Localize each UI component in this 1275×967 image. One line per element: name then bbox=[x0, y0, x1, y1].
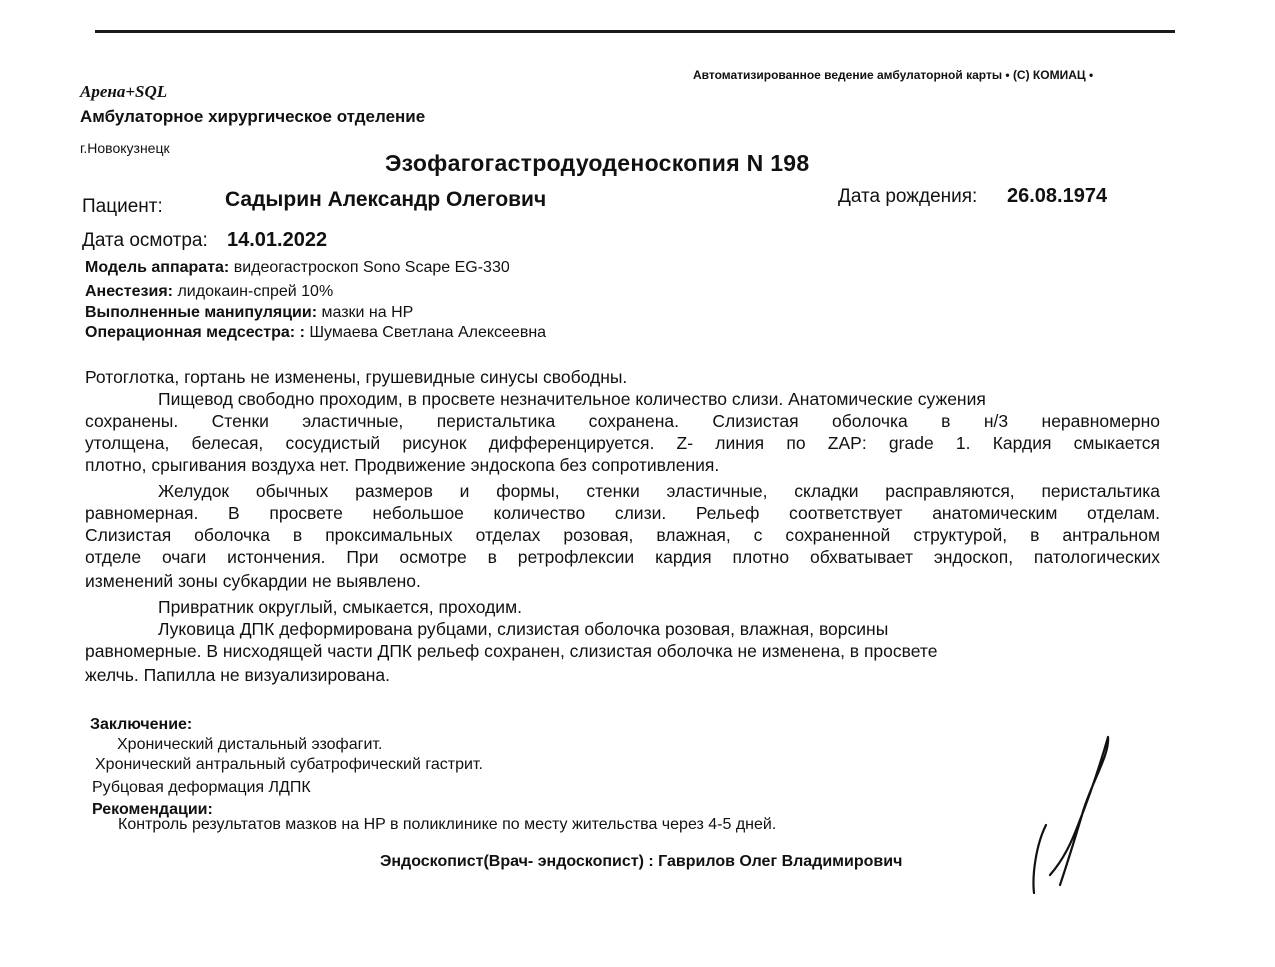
handwritten-signature-icon bbox=[1020, 725, 1130, 895]
conclusion-item: Хронический антральный субатрофический гастрит. bbox=[95, 756, 483, 773]
document-title: Эзофагогастродуоденоскопия N 198 bbox=[385, 150, 810, 176]
exam-date-value: 14.01.2022 bbox=[227, 229, 328, 251]
anesthesia-row bbox=[85, 283, 333, 301]
system-line: Автоматизированное ведение амбулаторной карты • (С) КОМИАЦ • bbox=[693, 68, 1094, 82]
body-line: сохранены. Стенки эластичные, перистальтика сохранена. Слизистая оболочка в н/3 неравномерно bbox=[85, 411, 1160, 431]
body-line: равномерные. В нисходящей части ДПК рельеф сохранен, слизистая оболочка не изменена, в просвете bbox=[85, 641, 938, 661]
dob-value: 26.08.1974 bbox=[1007, 185, 1108, 207]
anesthesia-value: лидокаин-спрей 10% bbox=[177, 283, 334, 300]
conclusion-item: Рубцовая деформация ЛДПК bbox=[92, 779, 311, 796]
logo: Арена+SQL bbox=[80, 82, 168, 101]
manipulations-value: мазки на HP bbox=[321, 304, 414, 321]
nurse-row bbox=[85, 324, 546, 342]
device-row bbox=[85, 259, 510, 277]
body-line: Привратник округлый, смыкается, проходим. bbox=[158, 597, 522, 617]
body-line: желчь. Папилла не визуализирована. bbox=[85, 665, 391, 685]
city: г.Новокузнецк bbox=[80, 140, 170, 156]
department: Амбулаторное хирургическое отделение bbox=[80, 107, 426, 126]
device-value: видеогастроскоп Sono Scape EG-330 bbox=[233, 259, 510, 276]
nurse-value: Шумаева Светлана Алексеевна bbox=[309, 324, 547, 341]
conclusion-item: Хронический дистальный эзофагит. bbox=[117, 736, 383, 753]
body-line: Ротоглотка, гортань не изменены, грушевидные синусы свободны. bbox=[85, 367, 628, 387]
recommendations-text: Контроль результатов мазков на HP в поликлинике по месту жительства через 4-5 дней. bbox=[118, 816, 777, 833]
conclusion-heading: Заключение: bbox=[90, 716, 193, 733]
body-line: Желудок обычных размеров и формы, стенки эластичные, складки расправляются, перистальтика bbox=[158, 481, 1160, 501]
body-line: Луковица ДПК деформирована рубцами, слизистая оболочка розовая, влажная, ворсины bbox=[158, 619, 889, 639]
body-line: отделе очаги истончения. При осмотре в ретрофлексии кардия плотно обхватывает эндоскоп, патологических bbox=[85, 547, 1160, 567]
body-line: изменений зоны субкардии не выявлено. bbox=[85, 571, 421, 591]
nurse-label: Операционная медсестра: : bbox=[85, 324, 305, 341]
device-label: Модель аппарата: bbox=[85, 259, 230, 276]
body-line: равномерная. В просвете небольшое количество слизи. Рельеф соответствует анатомическим отделам. bbox=[85, 503, 1160, 523]
endoscopist-signature-line: Эндоскопист(Врач- эндоскопист) : Гаврилов Олег Владимирович bbox=[380, 853, 903, 870]
dob-label: Дата рождения: bbox=[838, 186, 978, 207]
manipulations-row bbox=[85, 304, 413, 322]
exam-date-label: Дата осмотра: bbox=[82, 230, 208, 251]
body-line: утолщена, белесая, сосудистый рисунок дифференцируется. Z- линия по ZAP: grade 1. Кардия смыкается bbox=[85, 433, 1160, 453]
manipulations-label: Выполненные манипуляции: bbox=[85, 304, 318, 321]
body-line: плотно, срыгивания воздуха нет. Продвижение эндоскопа без сопротивления. bbox=[85, 455, 720, 475]
patient-name: Садырин Александр Олегович bbox=[225, 188, 547, 211]
patient-label: Пациент: bbox=[82, 196, 163, 217]
recommendations-heading: Рекомендации: bbox=[92, 801, 213, 818]
top-rule bbox=[95, 30, 1175, 33]
anesthesia-label: Анестезия: bbox=[85, 283, 173, 300]
body-line: Слизистая оболочка в проксимальных отделах розовая, влажная, с сохраненной структурой, в антральном bbox=[85, 525, 1160, 545]
body-line: Пищевод свободно проходим, в просвете незначительное количество слизи. Анатомические сужения bbox=[158, 389, 986, 409]
